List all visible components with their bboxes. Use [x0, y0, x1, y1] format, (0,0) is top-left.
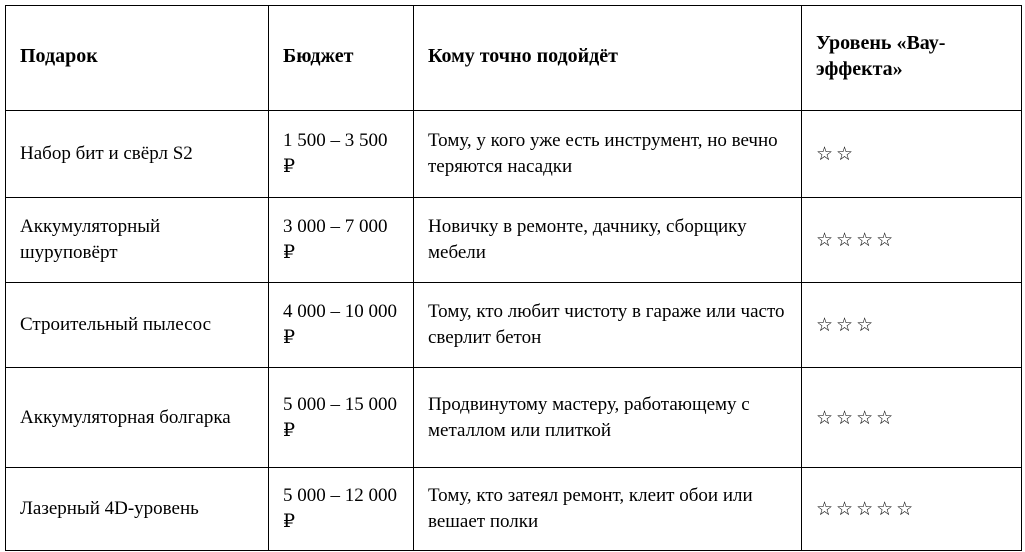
suits-cell: Тому, кто любит чистоту в гараже или часто сверлит бетон	[414, 283, 802, 368]
gift-name-cell: Аккумуляторный шуруповёрт	[6, 198, 269, 283]
header-wow-level: Уровень «Вау-эффекта»	[802, 6, 1022, 111]
wow-rating-stars: ☆☆☆☆	[802, 198, 1022, 283]
gift-name-cell: Строительный пылесос	[6, 283, 269, 368]
table-row	[6, 198, 1022, 283]
budget-cell: 1 500 – 3 500 ₽	[269, 111, 414, 198]
table-header-row	[6, 6, 1022, 111]
wow-rating-stars: ☆☆☆	[802, 283, 1022, 368]
wow-rating-stars: ☆☆	[802, 111, 1022, 198]
gift-name-cell: Лазерный 4D-уровень	[6, 468, 269, 551]
suits-cell: Тому, кто затеял ремонт, клеит обои или вешает полки	[414, 468, 802, 551]
gift-comparison-table	[5, 5, 1022, 551]
table-row	[6, 283, 1022, 368]
suits-cell: Продвинутому мастеру, работающему с металлом или плиткой	[414, 368, 802, 468]
header-suits: Кому точно подойдёт	[414, 6, 802, 111]
gift-name-cell: Набор бит и свёрл S2	[6, 111, 269, 198]
suits-cell: Новичку в ремонте, дачнику, сборщику мебели	[414, 198, 802, 283]
table-row	[6, 468, 1022, 551]
header-gift: Подарок	[6, 6, 269, 111]
table-row	[6, 368, 1022, 468]
wow-rating-stars: ☆☆☆☆	[802, 368, 1022, 468]
header-budget: Бюджет	[269, 6, 414, 111]
budget-cell: 5 000 – 15 000 ₽	[269, 368, 414, 468]
suits-cell: Тому, у кого уже есть инструмент, но вечно теряются насадки	[414, 111, 802, 198]
budget-cell: 3 000 – 7 000 ₽	[269, 198, 414, 283]
budget-cell: 4 000 – 10 000 ₽	[269, 283, 414, 368]
table-row	[6, 111, 1022, 198]
budget-cell: 5 000 – 12 000 ₽	[269, 468, 414, 551]
wow-rating-stars: ☆☆☆☆☆	[802, 468, 1022, 551]
gift-name-cell: Аккумуляторная болгарка	[6, 368, 269, 468]
